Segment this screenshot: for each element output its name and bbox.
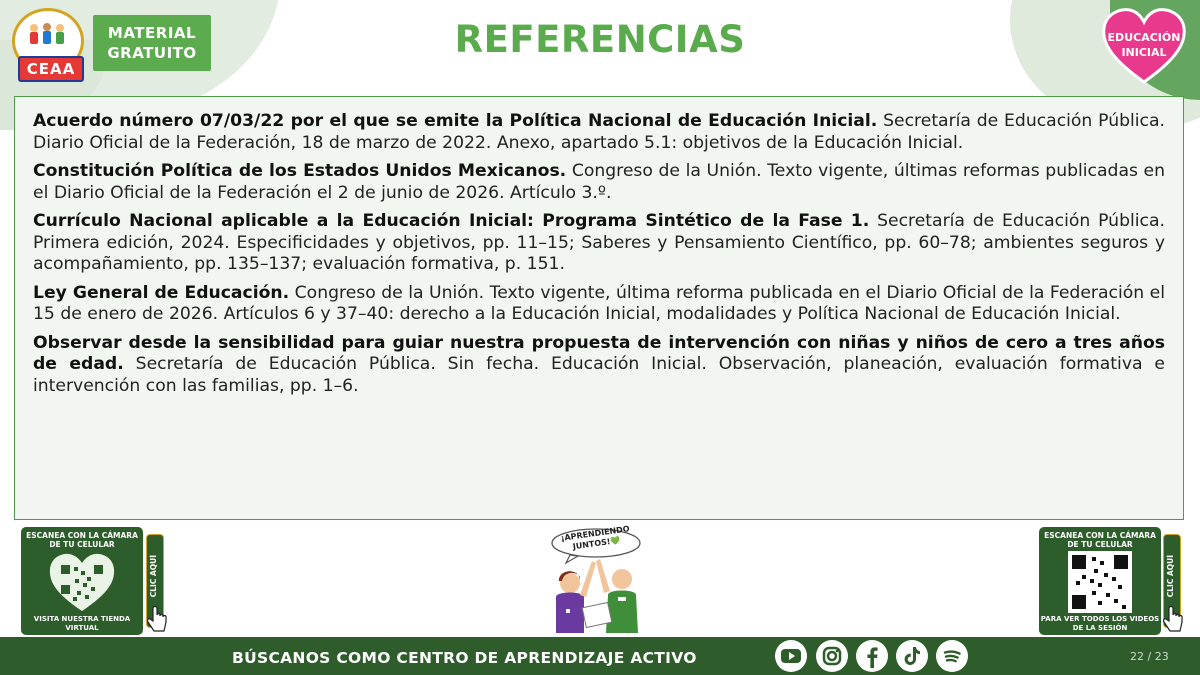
qr-instruction: ESCANEA CON LA CÁMARA DE TU CELULAR bbox=[1044, 531, 1156, 549]
youtube-icon[interactable] bbox=[775, 640, 807, 672]
reference-title: Acuerdo número 07/03/22 por el que se emite la Política Nacional de Educación Inicial. bbox=[33, 111, 878, 131]
footer-text: BÚSCANOS COMO CENTRO DE APRENDIZAJE ACTIVO bbox=[232, 649, 697, 667]
reference-item bbox=[33, 111, 1165, 154]
badge-line: GRATUITO bbox=[107, 44, 197, 62]
mascots-illustration bbox=[540, 525, 660, 637]
spotify-icon[interactable] bbox=[936, 640, 968, 672]
reference-item bbox=[33, 283, 1165, 326]
educacion-inicial-badge bbox=[1100, 6, 1188, 86]
speech-bubble: ¡APRENDIENDO JUNTOS!💚 bbox=[560, 524, 631, 552]
reference-details: Congreso de la Unión. Texto vigente, última reforma publicada en el Diario Oficial de la Federación el 15 de enero de 2026. Artículos 6 y 37–40: derecho a la Educación Inicial, modalidades y Política Nacional de Educación Inicial. bbox=[33, 282, 1166, 324]
reference-title: Currículo Nacional aplicable a la Educación Inicial: Programa Sintético de la Fase 1. bbox=[33, 211, 870, 231]
reference-details: Secretaría de Educación Pública. Sin fecha. Educación Inicial. Observación, planeación, evaluación formativa e intervención con las familias, pp. 1–6. bbox=[33, 354, 1165, 396]
references-panel bbox=[14, 96, 1184, 520]
click-label: CLIC AQUÍ bbox=[1166, 555, 1175, 598]
reference-title: Observar desde la sensibilidad para guiar nuestra propuesta de intervención con niñas y niños de cero a tres años de edad. bbox=[33, 332, 1165, 374]
instagram-icon[interactable] bbox=[816, 640, 848, 672]
videos-qr-card[interactable] bbox=[1039, 527, 1161, 635]
reference-details: Secretaría de Educación Pública. Primera edición, 2024. Especificidades y objetivos, pp. 11–15; Saberes y Pensamiento Científico, pp. 60–78; ambientes seguros y acompañamiento, pp. 135–137; evaluación formativa, p. 151. bbox=[33, 211, 1165, 274]
heart-qr-icon bbox=[47, 551, 117, 613]
qr-caption: PARA VER TODOS LOS VIDEOS DE LA SESIÓN bbox=[1040, 615, 1160, 632]
tiktok-icon[interactable] bbox=[896, 640, 928, 672]
badge-line: MATERIAL bbox=[107, 24, 197, 42]
page-number: 22 / 23 bbox=[1130, 650, 1169, 663]
qr-caption: VISITA NUESTRA TIENDA VIRTUAL bbox=[33, 615, 131, 632]
reference-item bbox=[33, 333, 1165, 398]
reference-title: Constitución Política de los Estados Unidos Mexicanos. bbox=[33, 161, 567, 181]
logo-text: CEAA bbox=[18, 56, 84, 82]
badge-line: EDUCACIÓN bbox=[1107, 31, 1181, 44]
reference-title: Ley General de Educación. bbox=[33, 282, 290, 303]
pointer-hand-icon bbox=[146, 606, 168, 634]
qr-instruction: ESCANEA CON LA CÁMARA DE TU CELULAR bbox=[26, 531, 138, 549]
reference-item bbox=[33, 211, 1165, 276]
pointer-hand-icon bbox=[1162, 606, 1184, 634]
click-label: CLIC AQUÍ bbox=[149, 555, 158, 598]
facebook-icon[interactable] bbox=[856, 640, 888, 672]
reference-item bbox=[33, 161, 1165, 204]
reference-details: Congreso de la Unión. Texto vigente, últimas reformas publicadas en el Diario Oficial de la Federación el 2 de junio de 2026. Artículo 3.º. bbox=[33, 161, 1166, 203]
store-qr-card[interactable] bbox=[21, 527, 143, 635]
qr-code-icon bbox=[1068, 551, 1132, 613]
page-title: REFERENCIAS bbox=[454, 18, 746, 61]
badge-line: INICIAL bbox=[1121, 46, 1167, 59]
reference-details: Secretaría de Educación Pública. Diario Oficial de la Federación, 18 de marzo de 2022. Anexo, apartado 5.1: objetivos de la Educación Inicial. bbox=[33, 111, 1165, 153]
